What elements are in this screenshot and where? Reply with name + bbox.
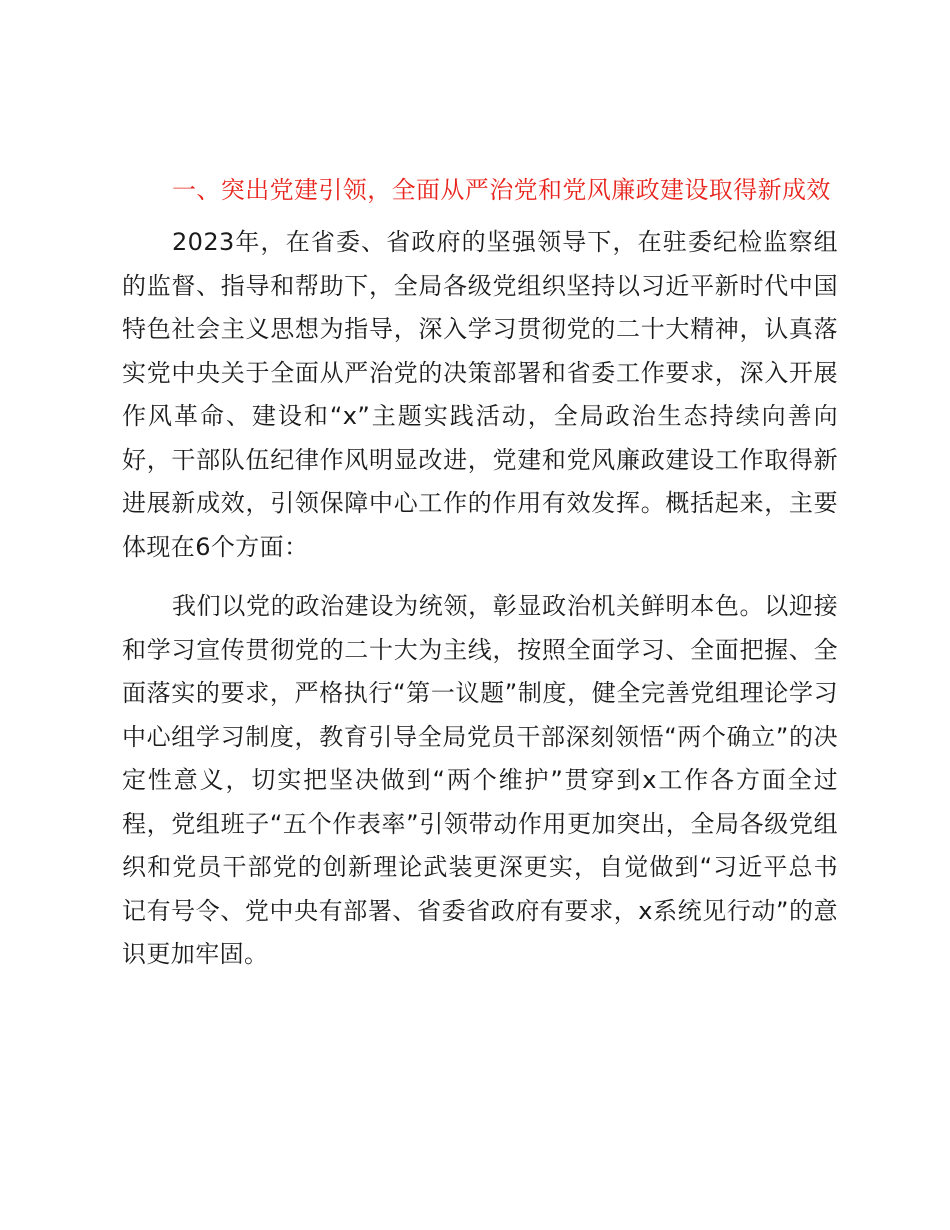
- body-paragraph-1: 2023年，在省委、省政府的坚强领导下，在驻委纪检监察组的监督、指导和帮助下，全局各级党组织坚持以习近平新时代中国特色社会主义思想为指导，深入学习贯彻党的二十大精神，认真落实党中央关于全面从严治党的决策部署和省委工作要求，深入开展作风革命、建设和“x”主题实践活动，全局政治生态持续向善向好，干部队伍纪律作风明显改进，党建和党风廉政建设工作取得新进展新成效，引领保障中心工作的作用有效发挥。概括起来，主要体现在6个方面：: [122, 228, 838, 561]
- document-body: [122, 168, 838, 977]
- section-heading: 一、突出党建引领，全面从严治党和党风廉政建设取得新成效: [172, 176, 831, 204]
- body-paragraph-2: 我们以党的政治建设为统领，彰显政治机关鲜明本色。以迎接和学习宣传贯彻党的二十大为主线，按照全面学习、全面把握、全面落实的要求，严格执行“第一议题”制度，健全完善党组理论学习中心组学习制度，教育引导全局党员干部深刻领悟“两个确立”的决定性意义，切实把坚决做到“两个维护”贯穿到x工作各方面全过程，党组班子“五个作表率”引领带动作用更加突出，全局各级党组织和党员干部党的创新理论武装更深更实，自觉做到“习近平总书记有号令、党中央有部署、省委省政府有要求，x系统见行动”的意识更加牢固。: [122, 592, 838, 968]
